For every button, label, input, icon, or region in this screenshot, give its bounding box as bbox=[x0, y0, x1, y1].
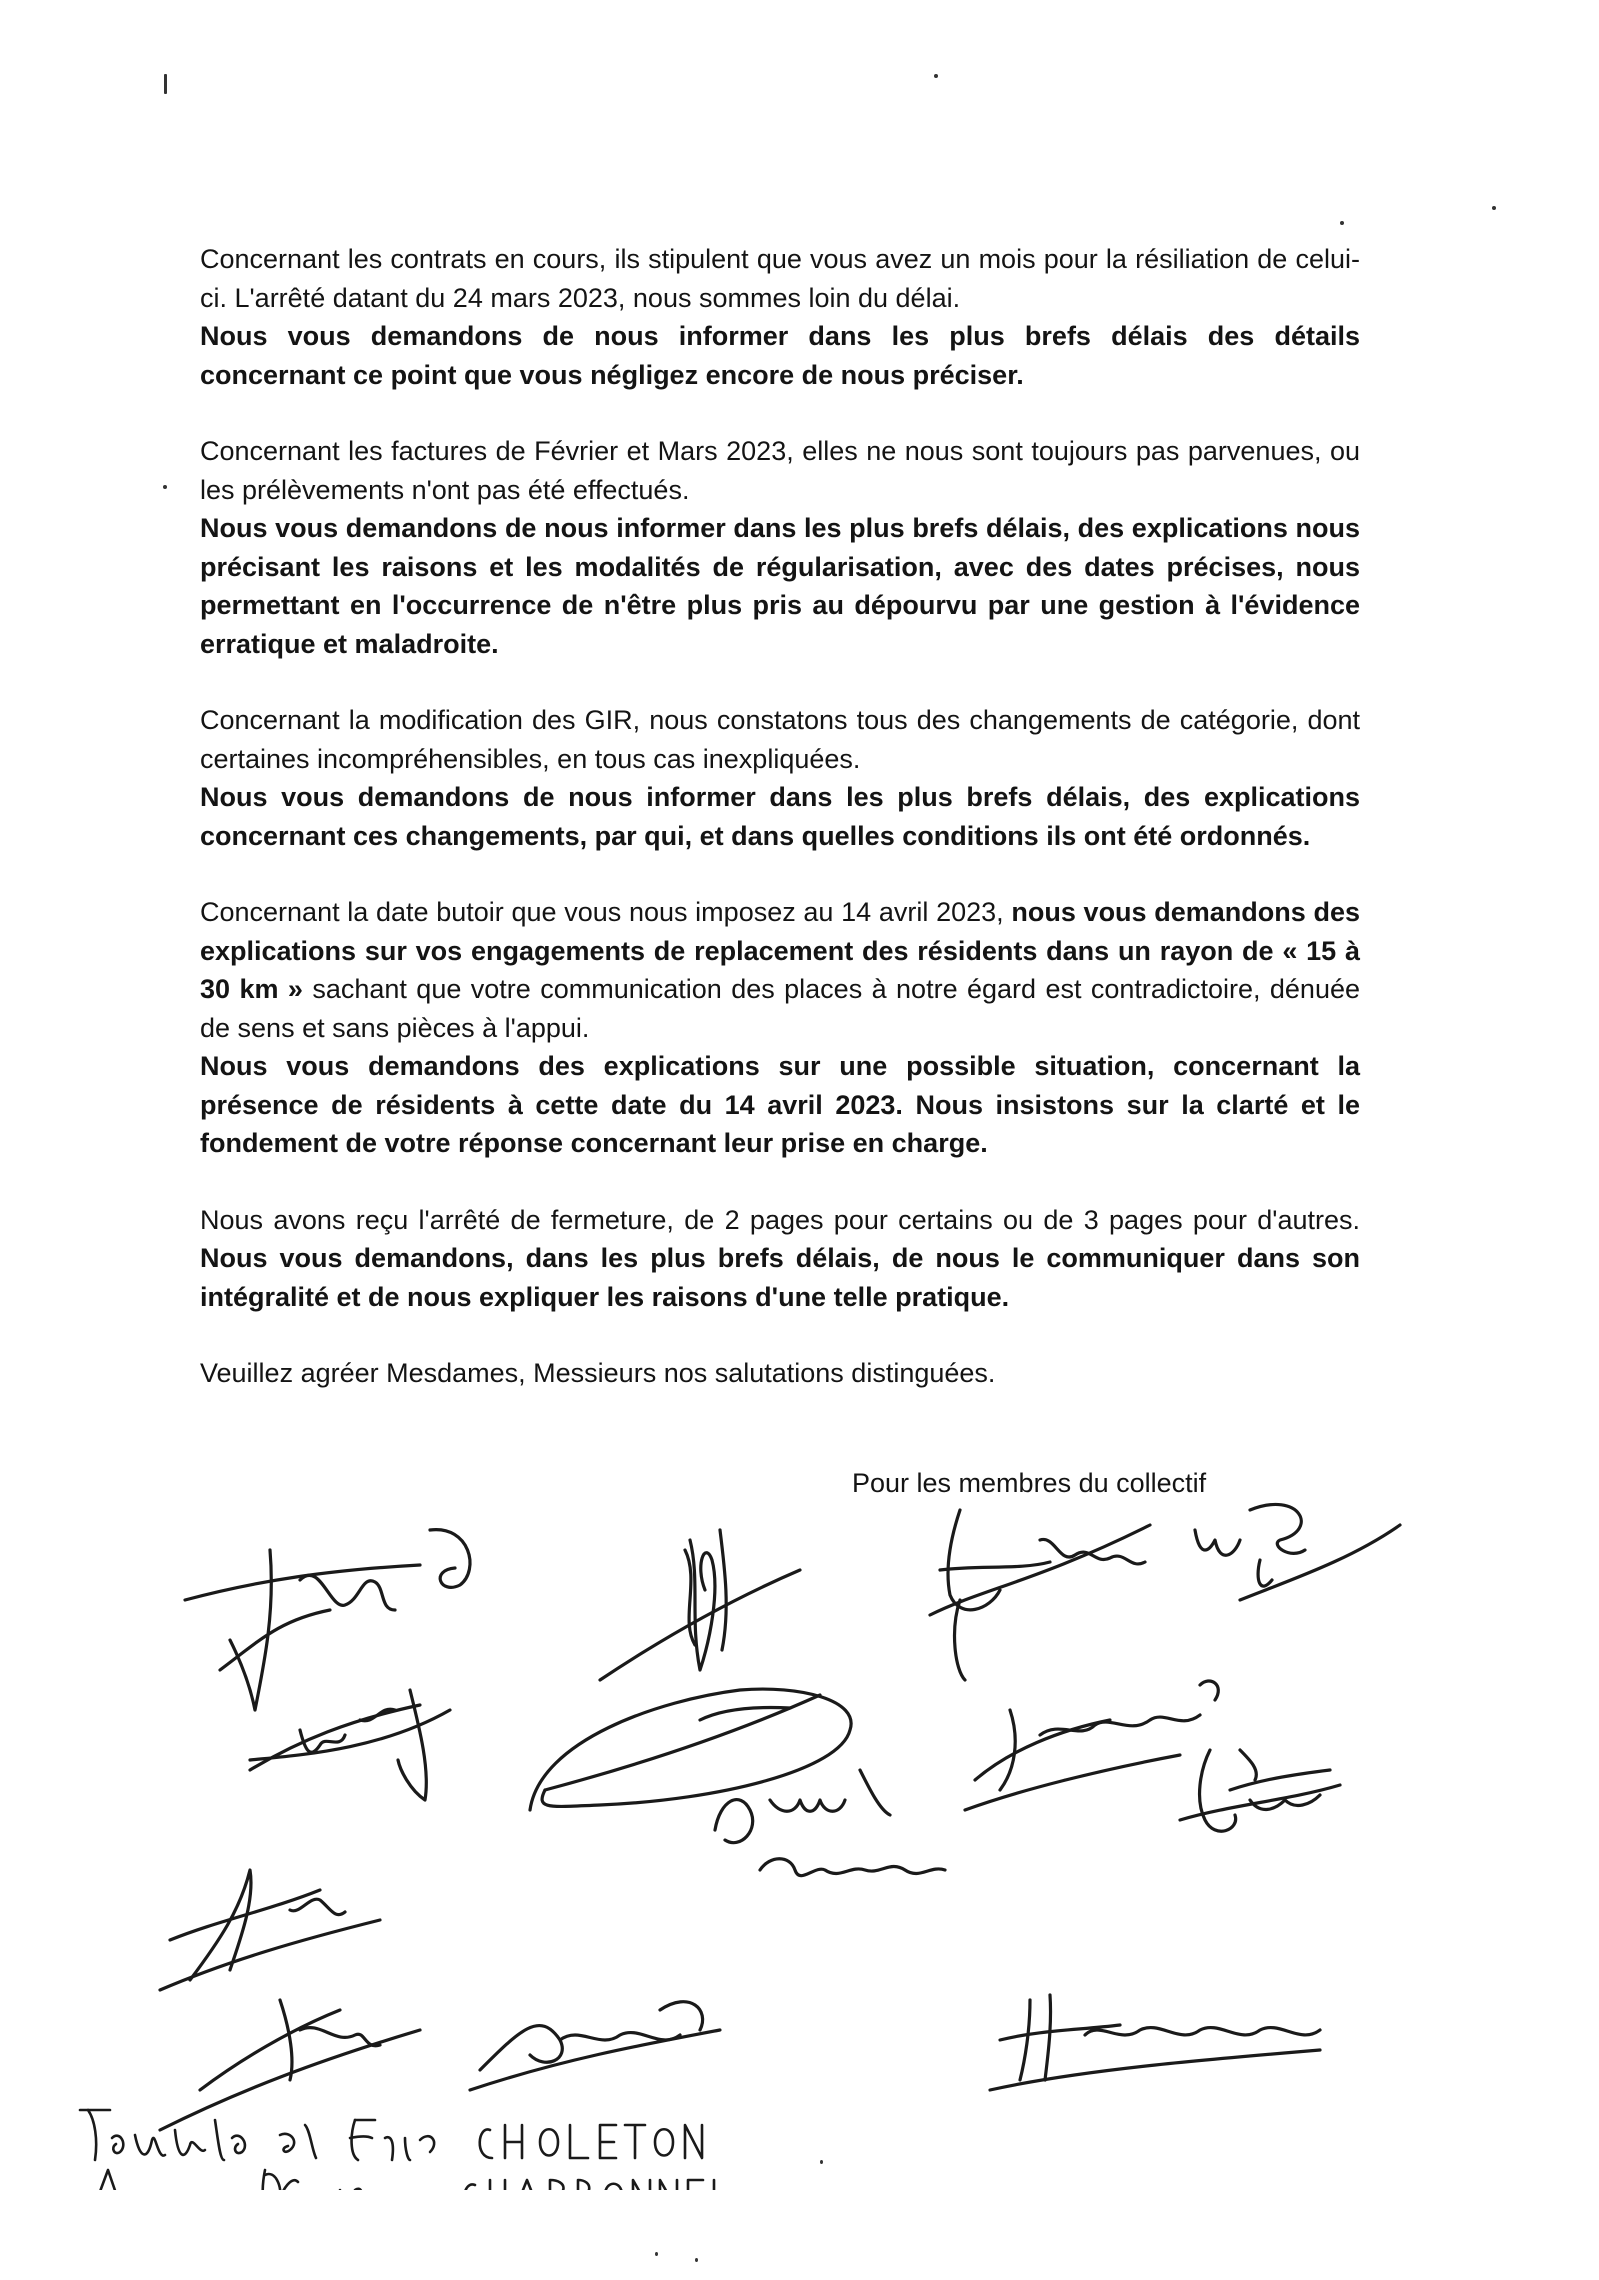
paragraph-text: Concernant les factures de Février et Mars 2023, elles ne nous sont toujours pas parvenues, ou les prélèvements n'ont pas été effectués. bbox=[200, 436, 1360, 505]
scan-speck bbox=[655, 2252, 658, 2256]
signature-block bbox=[0, 1470, 1599, 2190]
signature-3 bbox=[930, 1510, 1150, 1680]
salutation-text: Veuillez agréer Mesdames, Messieurs nos salutations distinguées. bbox=[200, 1358, 996, 1388]
signature-12 bbox=[470, 2002, 720, 2090]
scan-speck bbox=[164, 74, 167, 94]
scan-speck bbox=[163, 485, 167, 489]
scan-speck bbox=[1340, 221, 1344, 225]
paragraph-request: Nous vous demandons de nous informer dans les plus brefs délais des détails concernant ce point que vous négligez encore de nous préciser. bbox=[200, 321, 1360, 390]
paragraph-deadline bbox=[200, 893, 1360, 1163]
signature-13 bbox=[990, 1995, 1320, 2090]
paragraph-request: Nous vous demandons de nous informer dans les plus brefs délais, des explications nous précisant les raisons et les modalités de régularisation, avec des dates précises, nous permettant en l'occurrence de n'être plus pris au dépourvu par une gestion à l'évidence erratique et maladroite. bbox=[200, 513, 1360, 659]
signature-10 bbox=[160, 1870, 380, 1990]
scan-speck bbox=[1492, 206, 1496, 210]
signature-11 bbox=[160, 2000, 420, 2130]
paragraph-text: Concernant les contrats en cours, ils stipulent que vous avez un mois pour la résiliation de celui-ci. L'arrêté datant du 24 mars 2023, nous sommes loin du délai. bbox=[200, 244, 1360, 313]
signature-2 bbox=[600, 1530, 800, 1680]
paragraph-gir bbox=[200, 701, 1360, 855]
paragraph-text: Concernant la modification des GIR, nous constatons tous des changements de catégorie, dont certaines incompréhensibles, en tous cas inexpliquées. bbox=[200, 705, 1360, 774]
paragraph-request-continued: Nous vous demandons des explications sur une possible situation, concernant la présence de résidents à cette date du 14 avril 2023. Nous insistons sur la clarté et le fondement de votre réponse concernant leur prise en charge. bbox=[200, 1051, 1360, 1158]
signature-9 bbox=[1180, 1750, 1340, 1831]
scan-speck bbox=[820, 2160, 823, 2164]
paragraph-request: Nous vous demandons de nous informer dans les plus brefs délais, des explications concernant ces changements, par qui, et dans quelles conditions ils ont été ordonnés. bbox=[200, 782, 1360, 851]
paragraph-request: nous vous demandons des explications sur vos engagements de replacement des résidents dans un rayon de « 15 à 30 km » bbox=[200, 897, 1361, 1004]
signature-8 bbox=[965, 1681, 1218, 1810]
paragraph-closing-salutation bbox=[200, 1354, 1360, 1393]
signoff-line: Pour les membres du collectif bbox=[852, 1468, 1207, 1498]
paragraph-text: Concernant la date butoir que vous nous imposez au 14 avril 2023, bbox=[200, 897, 1004, 927]
letter-body bbox=[200, 240, 1360, 1431]
paragraph-request: Nous vous demandons, dans les plus brefs délais, de nous le communiquer dans son intégralité et de nous expliquer les raisons d'une telle pratique. bbox=[200, 1243, 1360, 1312]
scan-speck bbox=[934, 74, 938, 78]
signature-4 bbox=[1195, 1504, 1400, 1600]
paragraph-closure-order bbox=[200, 1201, 1360, 1317]
scan-speck bbox=[695, 2258, 698, 2262]
paragraph-contracts bbox=[200, 240, 1360, 394]
signature-1 bbox=[185, 1530, 470, 1710]
paragraph-text-continued: sachant que votre communication des places à notre égard est contradictoire, dénuée de sens et sans pièces à l'appui. bbox=[200, 974, 1360, 1043]
signature-5 bbox=[250, 1690, 450, 1800]
paragraph-text: Nous avons reçu l'arrêté de fermeture, de 2 pages pour certains ou de 3 pages pour d'autres. bbox=[200, 1204, 1360, 1235]
signature-6 bbox=[530, 1689, 851, 1810]
paragraph-invoices bbox=[200, 432, 1360, 663]
